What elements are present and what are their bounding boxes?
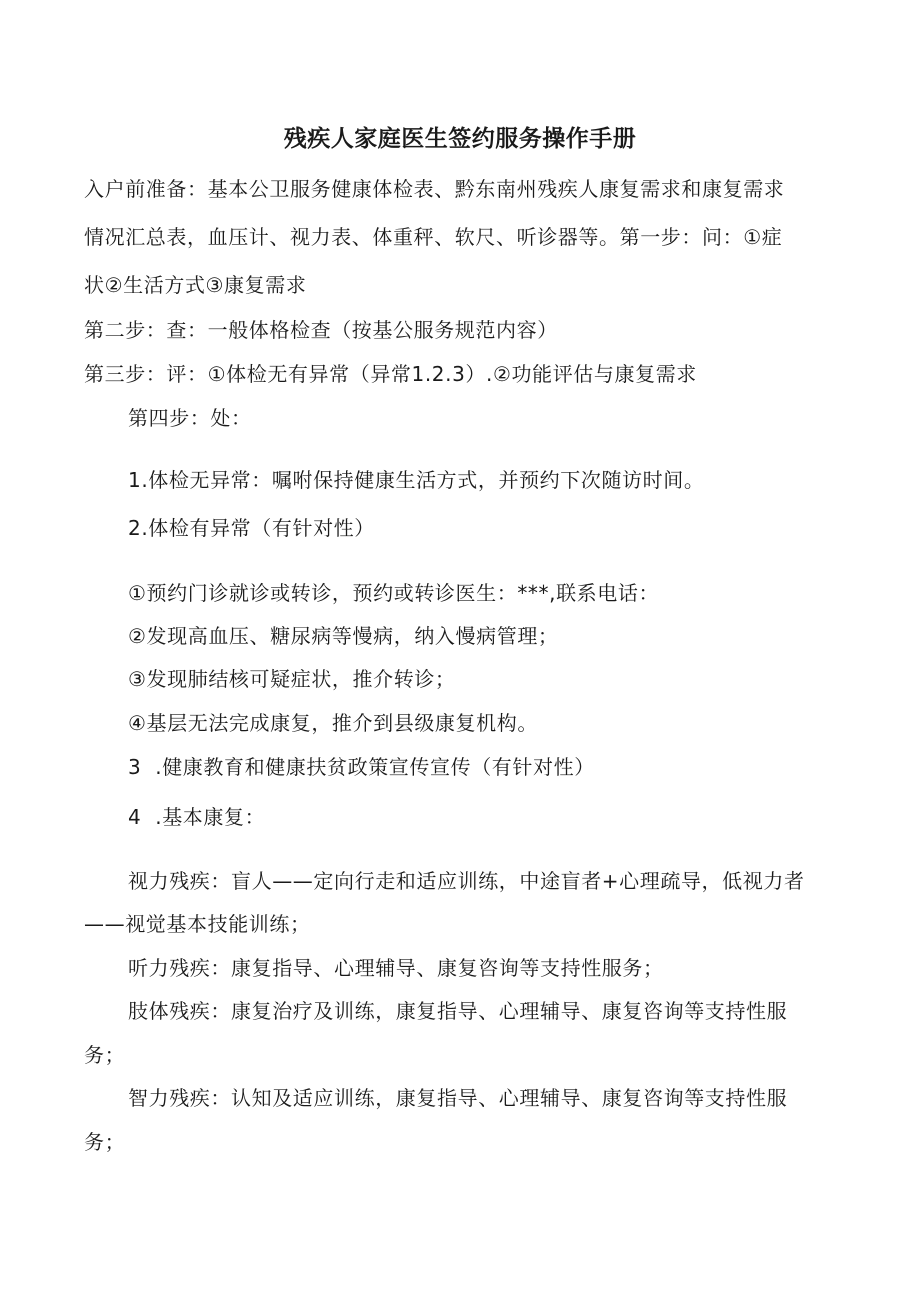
item-4: 4 .基本康复： bbox=[128, 805, 266, 829]
hearing-disability: 听力残疾：康复指导、心理辅导、康复咨询等支持性服务； bbox=[128, 956, 664, 980]
prep-line-2: 情况汇总表，血压计、视力表、体重秤、软尺、听诊器等。第一步：问：①症 bbox=[84, 225, 783, 249]
intellectual-disability-line-2: 务； bbox=[84, 1130, 126, 1154]
item-1: 1.体检无异常：嘱咐保持健康生活方式，并预约下次随访时间。 bbox=[128, 468, 705, 492]
sub-item-2: ②发现高血压、糖尿病等慢病，纳入慢病管理； bbox=[128, 624, 559, 648]
step-4: 第四步：处： bbox=[128, 406, 252, 430]
sub-item-1: ①预约门诊就诊或转诊，预约或转诊医生：***,联系电话： bbox=[128, 581, 660, 605]
prep-line-3: 状②生活方式③康复需求 bbox=[84, 273, 307, 297]
vision-disability-line-2: ——视觉基本技能训练； bbox=[84, 912, 311, 936]
step-2: 第二步：查：一般体格检查（按基公服务规范内容） bbox=[84, 318, 558, 342]
prep-line-1: 入户前准备：基本公卫服务健康体检表、黔东南州残疾人康复需求和康复需求 bbox=[84, 177, 785, 201]
limb-disability-line-1: 肢体残疾：康复治疗及训练，康复指导、心理辅导、康复咨询等支持性服 bbox=[128, 999, 788, 1023]
step-3: 第三步：评：①体检无有异常（异常1.2.3）.②功能评估与康复需求 bbox=[84, 362, 697, 386]
sub-item-3: ③发现肺结核可疑症状，推介转诊； bbox=[128, 667, 456, 691]
limb-disability-line-2: 务； bbox=[84, 1043, 126, 1067]
page-title: 残疾人家庭医生签约服务操作手册 bbox=[283, 126, 637, 152]
intellectual-disability-line-1: 智力残疾：认知及适应训练，康复指导、心理辅导、康复咨询等支持性服 bbox=[128, 1086, 788, 1110]
vision-disability-line-1: 视力残疾：盲人——定向行走和适应训练，中途盲者+心理疏导，低视力者 bbox=[128, 869, 805, 893]
item-3: 3 .健康教育和健康扶贫政策宣传宣传（有针对性） bbox=[128, 755, 595, 779]
item-2: 2.体检有异常（有针对性） bbox=[128, 516, 375, 540]
sub-item-4: ④基层无法完成康复，推介到县级康复机构。 bbox=[128, 711, 538, 735]
